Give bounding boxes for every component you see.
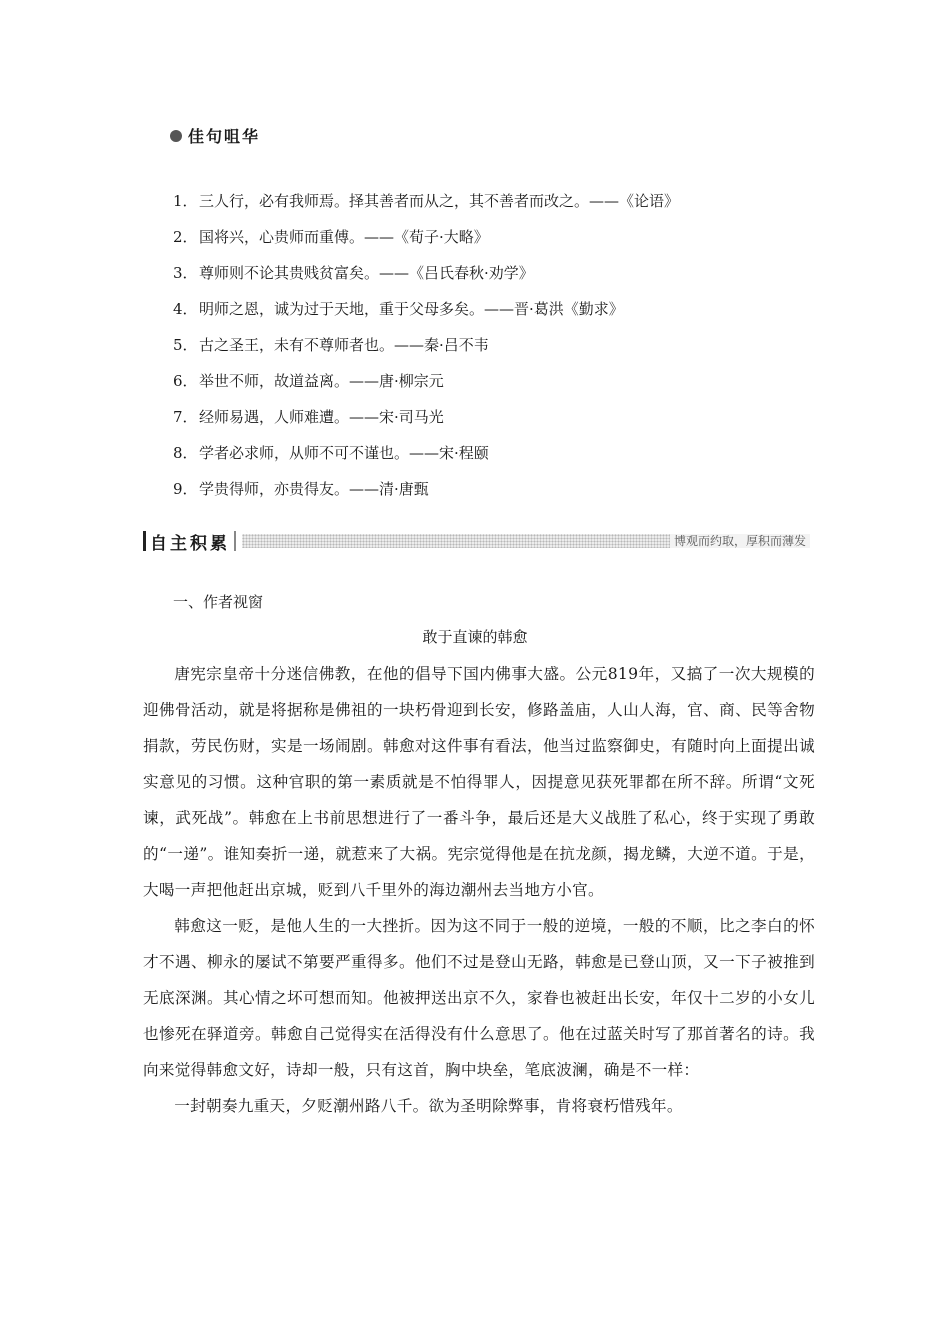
quote-text: 古之圣王，未有不尊师者也。——秦·吕不韦 <box>199 336 489 354</box>
banner-title: 自主积累 <box>150 533 230 554</box>
list-item: 5．古之圣王，未有不尊师者也。——秦·吕不韦 <box>173 336 489 354</box>
quote-text: 尊师则不论其贵贱贫富矣。——《吕氏春秋·劝学》 <box>199 264 534 282</box>
list-item: 6．举世不师，故道益离。——唐·柳宗元 <box>173 372 444 390</box>
banner-motto: 博观而约取，厚积而薄发 <box>670 534 810 548</box>
article-paragraph: 唐宪宗皇帝十分迷信佛教，在他的倡导下国内佛事大盛。公元819年，又搞了一次大规模的迎佛骨活动，就是将据称是佛祖的一块朽骨迎到长安，修路盖庙，人山人海，官、商、民等舍物捐款，劳民伤财，实是一场闹剧。韩愈对这件事有看法，他当过监察御史，有随时向上面提出诚实意见的习惯。这种官职的第一素质就是不怕得罪人，因提意见获死罪都在所不辞。所谓“文死谏，武死战”。韩愈在上书前思想进行了一番斗争，最后还是大义战胜了私心，终于实现了勇敢的“一递”。谁知奏折一递，就惹来了大祸。宪宗觉得他是在抗龙颜，揭龙鳞，大逆不道。于是，大喝一声把他赶出京城，贬到八千里外的海边潮州去当地方小官。 <box>143 665 815 899</box>
quotes-heading-text: 佳句咀华 <box>188 127 261 146</box>
author-window-subheading: 一、作者视窗 <box>173 593 264 611</box>
article-paragraph: 韩愈这一贬，是他人生的一大挫折。因为这不同于一般的逆境，一般的不顺，比之李白的怀才不遇、柳永的屡试不第要严重得多。他们不过是登山无路，韩愈是已登山顶，又一下子被推到无底深渊。其心情之坏可想而知。他被押送出京不久，家眷也被赶出长安，年仅十二岁的小女儿也惨死在驿道旁。韩愈自己觉得实在活得没有什么意思了。他在过蓝关时写了那首著名的诗。我向来觉得韩愈文好，诗却一般，只有这首，胸中块垒，笔底波澜，确是不一样： <box>143 917 815 1079</box>
article-title: 敢于直谏的韩愈 <box>422 628 528 646</box>
banner-divider <box>234 531 236 551</box>
article-body <box>143 656 815 1124</box>
quote-text: 经师易遇，人师难遭。——宋·司马光 <box>199 408 444 426</box>
list-item: 2．国将兴，心贵师而重傅。——《荀子·大略》 <box>173 228 489 246</box>
section-banner <box>143 529 810 553</box>
quote-text: 学者必求师，从师不可不谨也。——宋·程颐 <box>199 444 489 462</box>
quote-text: 学贵得师，亦贵得友。——清·唐甄 <box>199 480 429 498</box>
banner-pattern <box>242 534 810 548</box>
list-item: 7．经师易遇，人师难遭。——宋·司马光 <box>173 408 444 426</box>
quote-text: 明师之恩，诚为过于天地，重于父母多矣。——晋·葛洪《勤求》 <box>199 300 624 318</box>
list-item: 9．学贵得师，亦贵得友。——清·唐甄 <box>173 480 429 498</box>
list-item: 1．三人行，必有我师焉。择其善者而从之，其不善者而改之。——《论语》 <box>173 192 680 210</box>
banner-left-bar <box>143 531 146 551</box>
list-item: 8．学者必求师，从师不可不谨也。——宋·程颐 <box>173 444 489 462</box>
bullet-icon <box>170 130 182 142</box>
quote-text: 国将兴，心贵师而重傅。——《荀子·大略》 <box>199 228 489 246</box>
list-item: 3．尊师则不论其贵贱贫富矣。——《吕氏春秋·劝学》 <box>173 264 534 282</box>
list-item: 4．明师之恩，诚为过于天地，重于父母多矣。——晋·葛洪《勤求》 <box>173 300 624 318</box>
poem-lines: 一封朝奏九重天，夕贬潮州路八千。欲为圣明除弊事，肯将衰朽惜残年。 <box>174 1097 683 1115</box>
quotes-section-heading <box>170 124 260 147</box>
quote-text: 三人行，必有我师焉。择其善者而从之，其不善者而改之。——《论语》 <box>199 192 680 210</box>
quote-text: 举世不师，故道益离。——唐·柳宗元 <box>199 372 444 390</box>
quote-list <box>173 183 813 507</box>
